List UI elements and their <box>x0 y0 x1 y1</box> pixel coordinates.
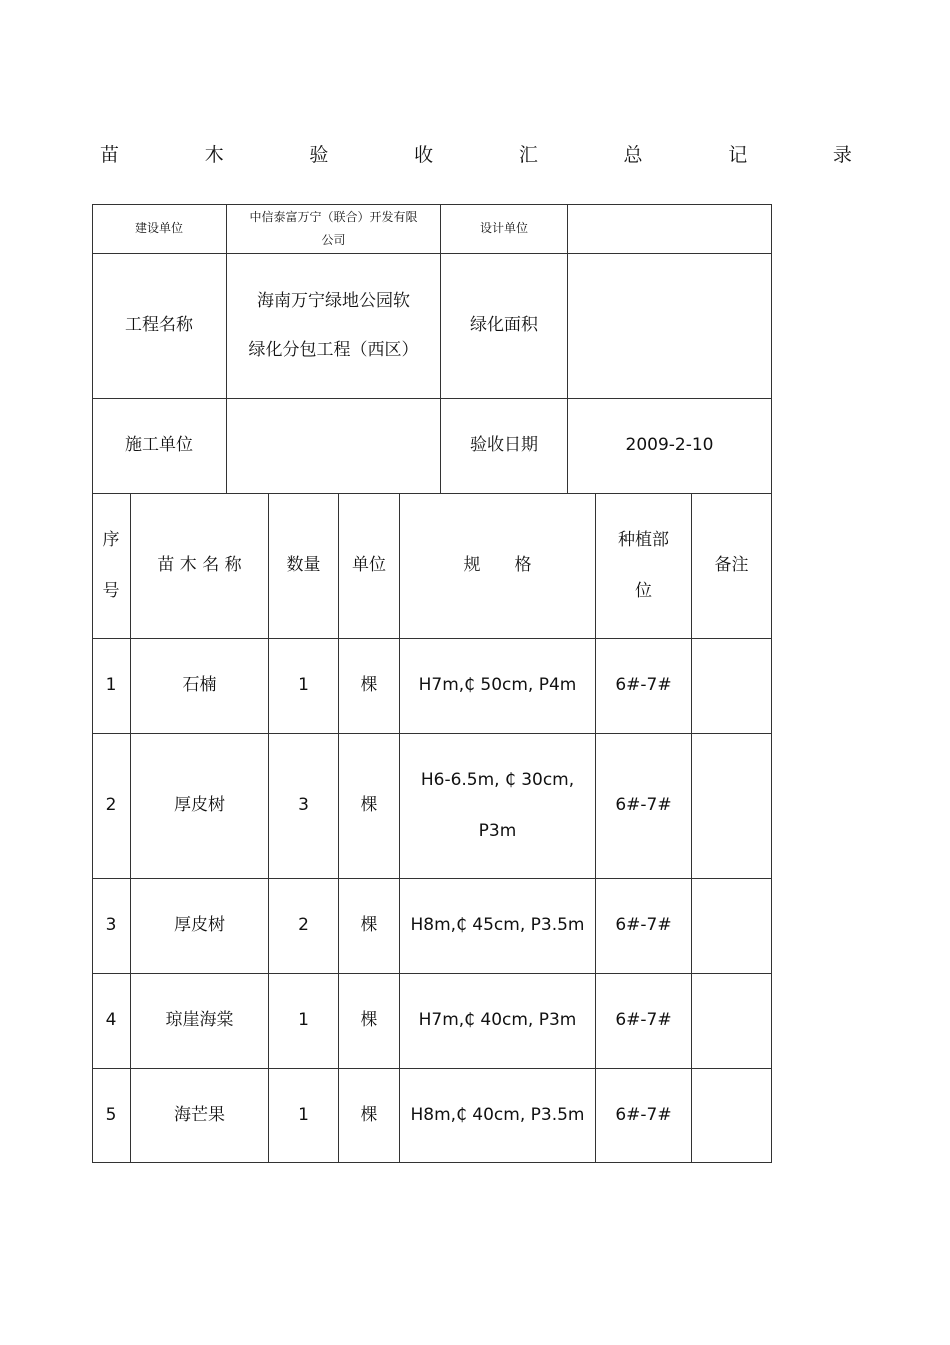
row-location: 6#-7# <box>596 879 692 974</box>
client-value <box>227 204 441 254</box>
contractor-label: 施工单位 <box>92 399 227 494</box>
contractor-value <box>227 399 441 494</box>
row-unit: 棵 <box>339 1069 400 1163</box>
title-char: 验 <box>309 144 329 166</box>
design-label: 设计单位 <box>441 204 568 254</box>
row-name: 厚皮树 <box>131 879 269 974</box>
row-seq: 4 <box>92 974 131 1069</box>
row-remark <box>692 734 772 879</box>
row-qty: 1 <box>269 1069 339 1163</box>
row-spec-line: H7m,₵ 50cm, P4m <box>418 675 577 696</box>
header-unit: 单位 <box>339 494 400 639</box>
row-qty: 1 <box>269 974 339 1069</box>
row-unit: 棵 <box>339 734 400 879</box>
project-value <box>227 254 441 399</box>
row-remark <box>692 639 772 734</box>
row-spec-line: P3m <box>478 821 517 841</box>
row-name: 琼崖海棠 <box>131 974 269 1069</box>
header-seq-line: 号 <box>102 581 120 601</box>
header-name: 苗 木 名 称 <box>131 494 269 639</box>
project-value-line: 海南万宁绿地公园软 <box>257 290 410 311</box>
row-spec-line: H8m,₵ 40cm, P3.5m <box>410 1104 585 1125</box>
row-unit: 棵 <box>339 879 400 974</box>
row-location: 6#-7# <box>596 734 692 879</box>
title-char: 汇 <box>518 144 538 166</box>
header-location <box>596 494 692 639</box>
row-seq: 3 <box>92 879 131 974</box>
client-value-line: 中信泰富万宁（联合）开发有限 <box>249 209 418 224</box>
header-spec: 规 格 <box>400 494 596 639</box>
title-char: 录 <box>832 144 852 166</box>
date-label: 验收日期 <box>441 399 568 494</box>
row-remark <box>692 1069 772 1163</box>
row-qty: 3 <box>269 734 339 879</box>
row-spec <box>400 734 596 879</box>
header-location-line: 种植部 <box>618 530 669 550</box>
header-location-line: 位 <box>635 581 652 601</box>
area-value <box>568 254 772 399</box>
row-spec <box>400 639 596 734</box>
row-seq: 1 <box>92 639 131 734</box>
row-location: 6#-7# <box>596 1069 692 1163</box>
row-unit: 棵 <box>339 974 400 1069</box>
row-name: 石楠 <box>131 639 269 734</box>
title-char: 总 <box>623 144 643 166</box>
row-name: 海芒果 <box>131 1069 269 1163</box>
client-label: 建设单位 <box>92 204 227 254</box>
row-qty: 2 <box>269 879 339 974</box>
title-char: 收 <box>414 144 434 166</box>
project-label: 工程名称 <box>92 254 227 399</box>
row-location: 6#-7# <box>596 974 692 1069</box>
row-spec-line: H8m,₵ 45cm, P3.5m <box>410 915 585 936</box>
row-remark <box>692 974 772 1069</box>
row-qty: 1 <box>269 639 339 734</box>
title-char: 苗 <box>100 144 120 166</box>
row-spec-line: H7m,₵ 40cm, P3m <box>418 1010 577 1031</box>
design-value <box>568 204 772 254</box>
project-value-line: 绿化分包工程（西区） <box>248 340 419 360</box>
row-spec <box>400 974 596 1069</box>
row-spec <box>400 879 596 974</box>
row-spec <box>400 1069 596 1163</box>
row-seq: 5 <box>92 1069 131 1163</box>
title-char: 木 <box>204 144 224 166</box>
header-qty: 数量 <box>269 494 339 639</box>
header-seq <box>92 494 131 639</box>
document-title <box>100 140 852 168</box>
area-label: 绿化面积 <box>441 254 568 399</box>
row-seq: 2 <box>92 734 131 879</box>
title-char: 记 <box>728 144 748 166</box>
header-seq-line: 序 <box>102 530 120 550</box>
row-location: 6#-7# <box>596 639 692 734</box>
row-unit: 棵 <box>339 639 400 734</box>
row-name: 厚皮树 <box>131 734 269 879</box>
date-value: 2009-2-10 <box>568 399 772 494</box>
header-remark: 备注 <box>692 494 772 639</box>
row-remark <box>692 879 772 974</box>
client-value-line: 公司 <box>321 232 346 247</box>
row-spec-line: H6-6.5m, ₵ 30cm, <box>420 770 575 790</box>
